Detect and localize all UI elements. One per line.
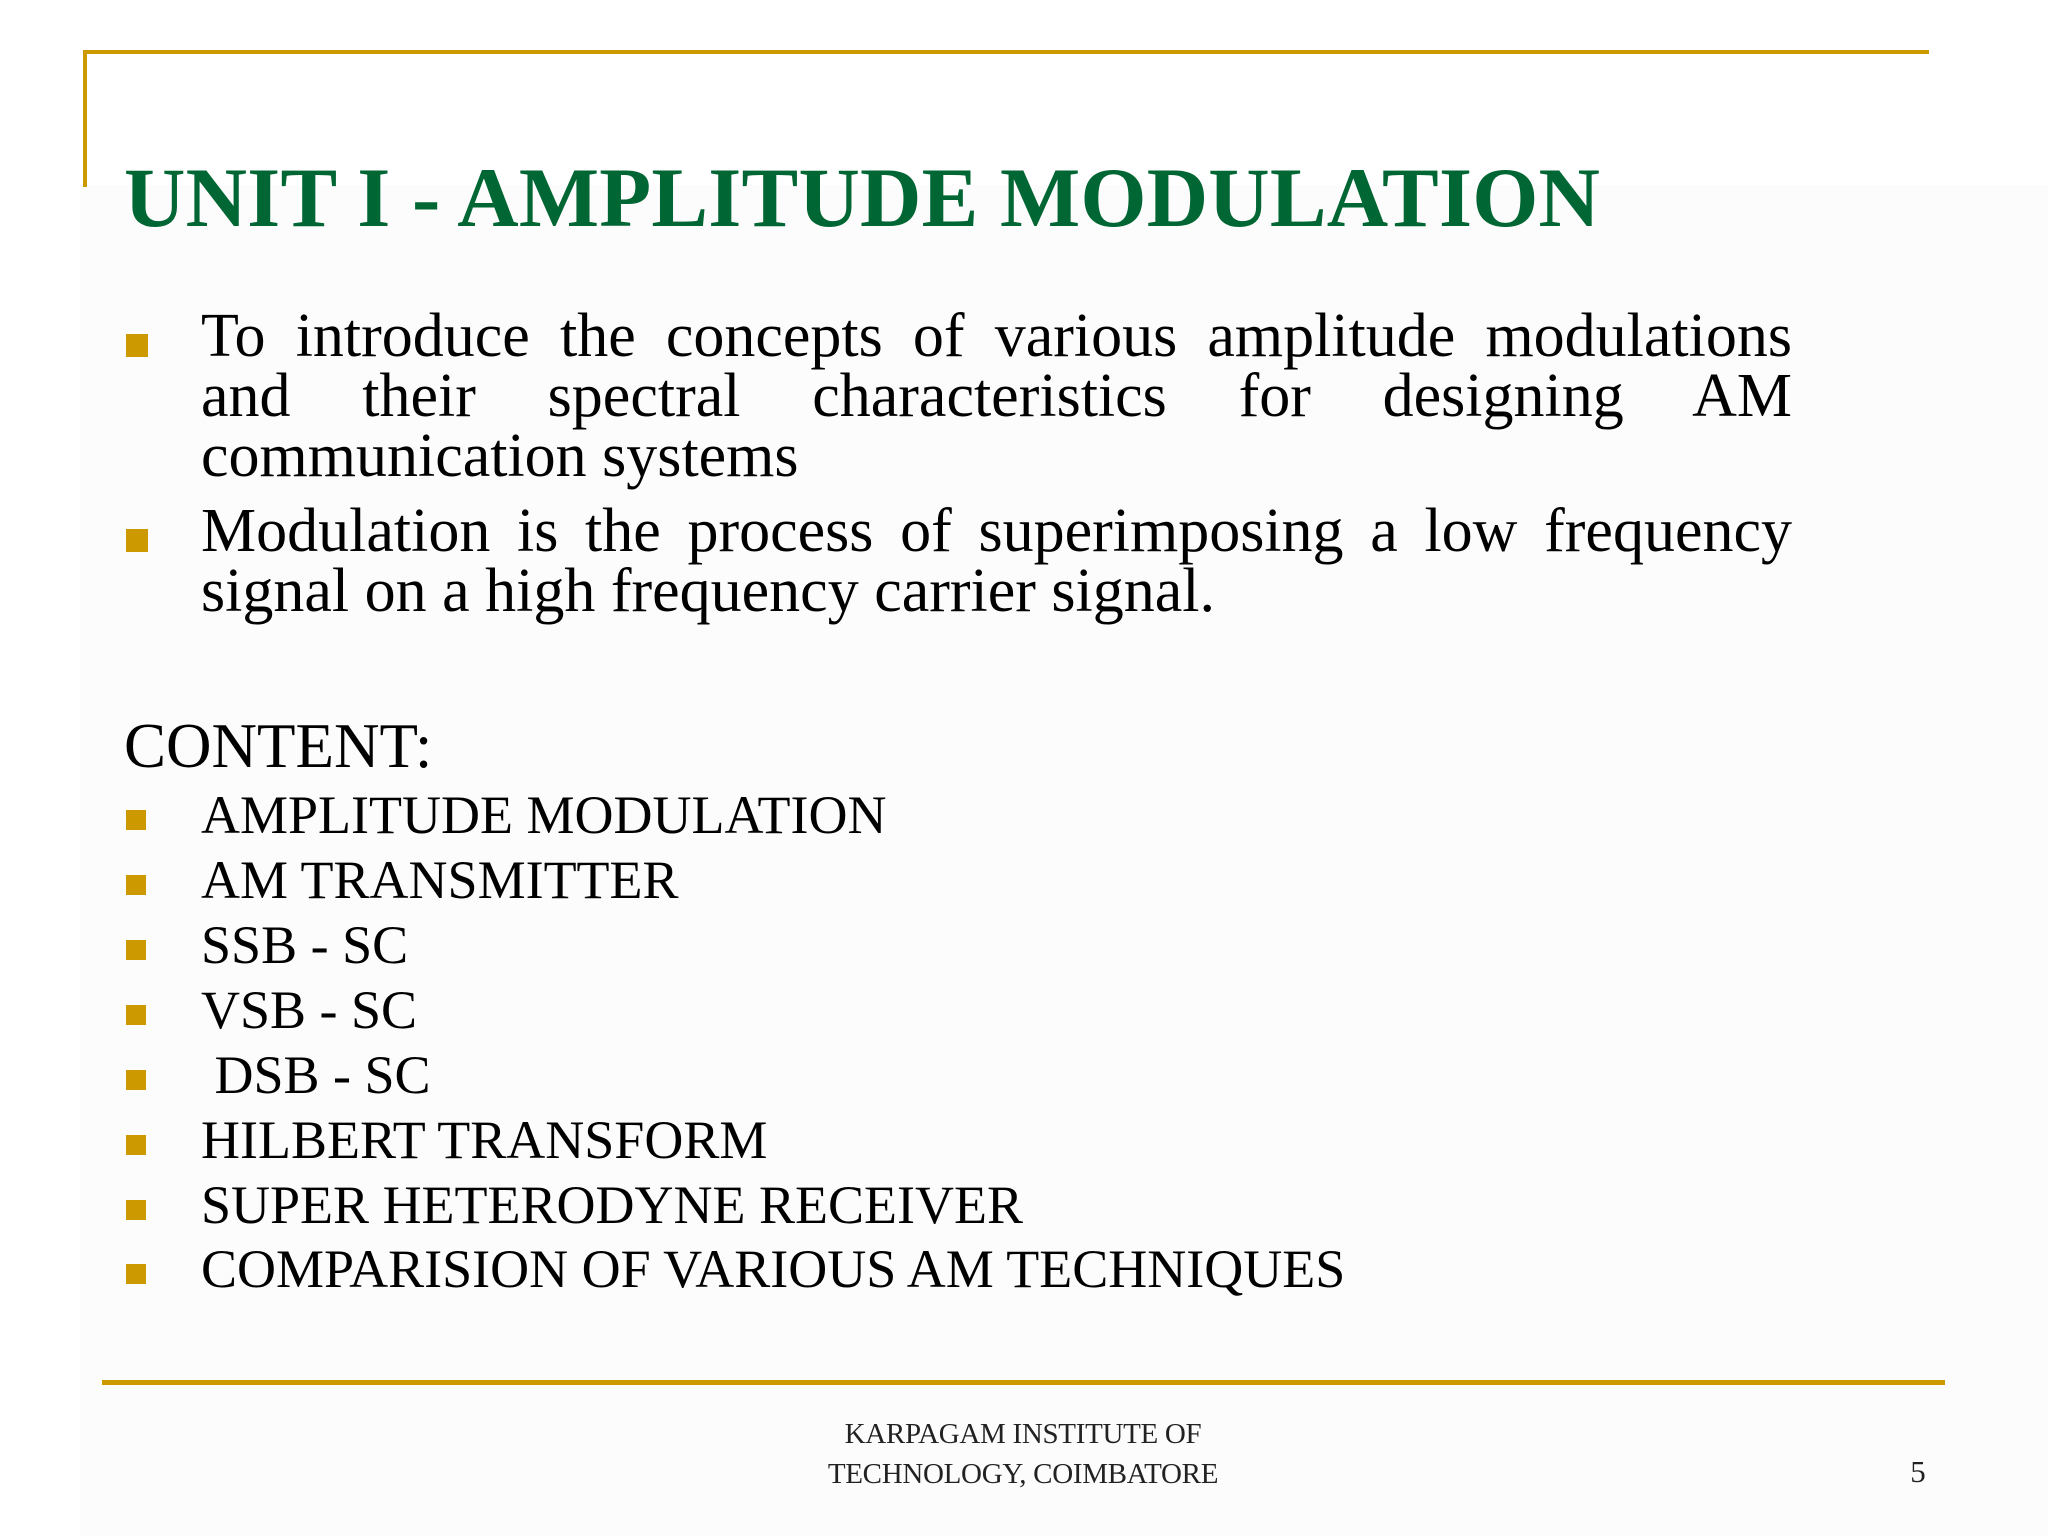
list-item-label: SSB - SC	[201, 915, 409, 975]
square-bullet-icon	[126, 875, 146, 895]
list-item	[0, 1173, 1500, 1238]
footer-line-2: TECHNOLOGY, COIMBATORE	[827, 1458, 1219, 1490]
list-item	[0, 978, 1500, 1043]
page-number: 5	[1910, 1454, 1926, 1489]
footer-institution	[720, 1414, 1326, 1494]
list-item	[0, 1237, 1500, 1302]
objective-paragraph: To introduce the concepts of various amplitude modulations and their spectral characteristics for designing AM communication systems	[201, 302, 1792, 490]
objective-paragraph: Modulation is the process of superimposing a low frequency signal on a high frequency carrier signal.	[201, 497, 1792, 625]
square-bullet-icon	[126, 334, 148, 357]
list-item-label: AMPLITUDE MODULATION	[201, 785, 887, 845]
top-accent-rule	[83, 50, 1929, 54]
list-item-label: AM TRANSMITTER	[201, 850, 679, 910]
list-item	[0, 1108, 1500, 1173]
list-item	[0, 848, 1500, 913]
content-heading: CONTENT:	[124, 711, 433, 781]
list-item-label: SUPER HETERODYNE RECEIVER	[201, 1175, 1023, 1235]
list-item	[0, 783, 1500, 848]
square-bullet-icon	[126, 1264, 146, 1284]
bottom-accent-rule	[102, 1380, 1945, 1385]
slide-title: UNIT I - AMPLITUDE MODULATION	[124, 151, 1601, 245]
list-item-label: DSB - SC	[201, 1045, 431, 1105]
square-bullet-icon	[126, 1070, 146, 1090]
square-bullet-icon	[126, 529, 148, 552]
square-bullet-icon	[126, 1200, 146, 1220]
list-item-label: COMPARISION OF VARIOUS AM TECHNIQUES	[201, 1239, 1346, 1299]
square-bullet-icon	[126, 1005, 146, 1025]
square-bullet-icon	[126, 1135, 146, 1155]
square-bullet-icon	[126, 940, 146, 960]
list-item	[0, 1043, 1500, 1108]
left-accent-rule	[83, 50, 87, 187]
list-item-label: HILBERT TRANSFORM	[201, 1110, 768, 1170]
list-item-label: VSB - SC	[201, 980, 418, 1040]
footer-line-1: KARPAGAM INSTITUTE OF	[844, 1418, 1202, 1450]
list-item	[0, 913, 1500, 978]
square-bullet-icon	[126, 810, 146, 830]
